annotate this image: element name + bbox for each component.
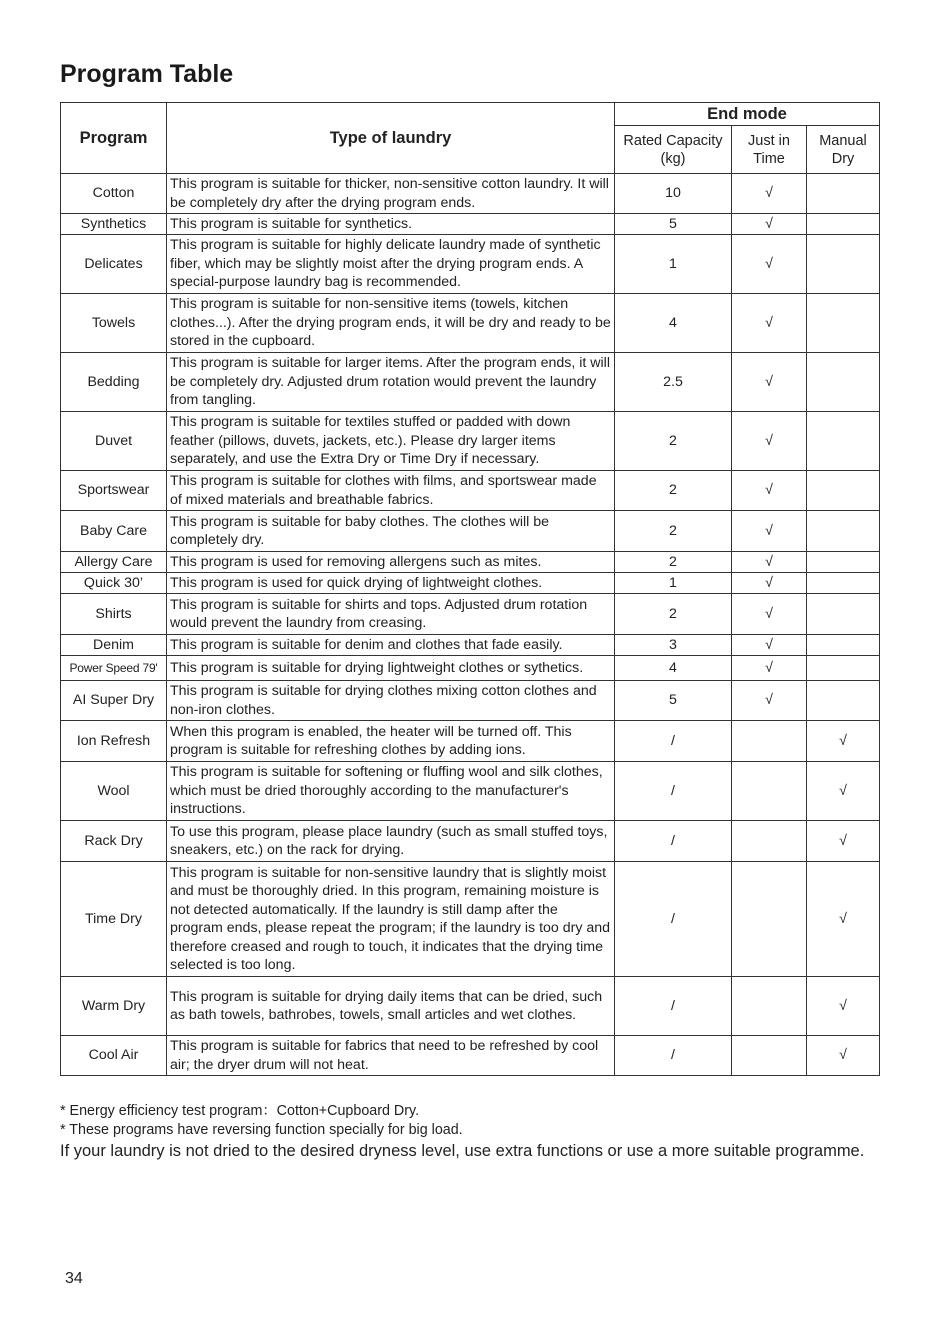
rated-capacity-value: 5 (615, 214, 732, 235)
just-in-time-mark: √ (732, 235, 807, 294)
program-name: Denim (61, 635, 167, 656)
just-in-time-mark: √ (732, 681, 807, 721)
manual-dry-mark (807, 681, 880, 721)
manual-dry-mark (807, 294, 880, 353)
table-row (61, 681, 880, 721)
just-in-time-mark: √ (732, 552, 807, 573)
program-description: This program is used for removing allergens such as mites. (167, 552, 615, 573)
table-row (61, 977, 880, 1036)
program-name: Rack Dry (61, 821, 167, 862)
header-manual-dry: Manual Dry (807, 126, 880, 174)
table-row (61, 721, 880, 762)
table-row (61, 294, 880, 353)
just-in-time-mark: √ (732, 594, 807, 635)
table-row (61, 1036, 880, 1076)
program-description: This program is suitable for clothes with films, and sportswear made of mixed materials and breathable fabrics. (167, 471, 615, 511)
manual-dry-mark (807, 353, 880, 412)
just-in-time-mark (732, 862, 807, 977)
page-number: 34 (65, 1270, 83, 1287)
program-description: This program is suitable for non-sensitive laundry that is slightly moist and must be thoroughly dried. In this program, remaining moisture is not detected automatically. If the laundry is still damp after the program ends, please repeat the program; if the laundry is too dry and therefore creased and rough to touch, it indicates that the drying time selected is too long. (167, 862, 615, 977)
program-name: Cotton (61, 174, 167, 214)
rated-capacity-value: 2.5 (615, 353, 732, 412)
program-description: This program is used for quick drying of lightweight clothes. (167, 573, 615, 594)
table-row (61, 762, 880, 821)
table-row (61, 552, 880, 573)
manual-dry-mark (807, 511, 880, 552)
program-description: This program is suitable for non-sensitive items (towels, kitchen clothes...). After the drying program ends, it will be dry and ready to be stored in the cupboard. (167, 294, 615, 353)
just-in-time-mark: √ (732, 214, 807, 235)
manual-dry-mark (807, 174, 880, 214)
rated-capacity-value: 4 (615, 294, 732, 353)
program-name: AI Super Dry (61, 681, 167, 721)
rated-capacity-value: 1 (615, 235, 732, 294)
header-rated-capacity: Rated Capacity (kg) (615, 126, 732, 174)
table-row (61, 573, 880, 594)
just-in-time-mark: √ (732, 471, 807, 511)
manual-dry-mark (807, 573, 880, 594)
program-description: To use this program, please place laundry (such as small stuffed toys, sneakers, etc.) on the rack for drying. (167, 821, 615, 862)
just-in-time-mark: √ (732, 294, 807, 353)
program-description: This program is suitable for drying clothes mixing cotton clothes and non-iron clothes. (167, 681, 615, 721)
table-row (61, 353, 880, 412)
just-in-time-mark: √ (732, 511, 807, 552)
program-description: When this program is enabled, the heater will be turned off. This program is suitable for refreshing clothes by adding ions. (167, 721, 615, 762)
program-name: Power Speed 79' (61, 656, 167, 681)
rated-capacity-value: 3 (615, 635, 732, 656)
just-in-time-mark (732, 977, 807, 1036)
table-row (61, 214, 880, 235)
header-type-of-laundry: Type of laundry (167, 103, 615, 174)
program-name: Synthetics (61, 214, 167, 235)
rated-capacity-value: 2 (615, 552, 732, 573)
program-description: This program is suitable for larger items. After the program ends, it will be completely dry. Adjusted drum rotation would prevent the laundry from tangling. (167, 353, 615, 412)
program-description: This program is suitable for shirts and tops. Adjusted drum rotation would prevent the laundry from creasing. (167, 594, 615, 635)
program-description: This program is suitable for drying lightweight clothes or sythetics. (167, 656, 615, 681)
rated-capacity-value: / (615, 1036, 732, 1076)
rated-capacity-value: 2 (615, 594, 732, 635)
rated-capacity-value: / (615, 977, 732, 1036)
manual-dry-mark (807, 552, 880, 573)
rated-capacity-value: 2 (615, 511, 732, 552)
program-name: Bedding (61, 353, 167, 412)
just-in-time-mark: √ (732, 353, 807, 412)
just-in-time-mark: √ (732, 412, 807, 471)
manual-dry-mark: √ (807, 1036, 880, 1076)
program-name: Warm Dry (61, 977, 167, 1036)
just-in-time-mark: √ (732, 656, 807, 681)
rated-capacity-value: 4 (615, 656, 732, 681)
table-row (61, 174, 880, 214)
dryness-note: If your laundry is not dried to the desired dryness level, use extra functions or use a more suitable programme. (60, 1142, 865, 1160)
table-row (61, 594, 880, 635)
rated-capacity-value: 5 (615, 681, 732, 721)
footnotes (60, 1102, 880, 1162)
just-in-time-mark (732, 821, 807, 862)
manual-dry-mark (807, 635, 880, 656)
program-description: This program is suitable for highly delicate laundry made of synthetic fiber, which may be slightly moist after the drying program ends. A special-purpose laundry bag is recommended. (167, 235, 615, 294)
manual-dry-mark: √ (807, 862, 880, 977)
program-table (60, 102, 880, 1076)
program-description: This program is suitable for softening or fluffing wool and silk clothes, which must be dried thoroughly according to the manufacturer's instructions. (167, 762, 615, 821)
program-name: Duvet (61, 412, 167, 471)
program-name: Quick 30’ (61, 573, 167, 594)
program-description: This program is suitable for denim and clothes that fade easily. (167, 635, 615, 656)
rated-capacity-value: 10 (615, 174, 732, 214)
program-description: This program is suitable for thicker, non-sensitive cotton laundry. It will be completely dry after the drying program ends. (167, 174, 615, 214)
rated-capacity-value: 2 (615, 412, 732, 471)
manual-dry-mark: √ (807, 762, 880, 821)
manual-dry-mark: √ (807, 977, 880, 1036)
program-name: Ion Refresh (61, 721, 167, 762)
program-description: This program is suitable for synthetics. (167, 214, 615, 235)
table-row (61, 471, 880, 511)
table-row (61, 862, 880, 977)
just-in-time-mark (732, 721, 807, 762)
header-program: Program (61, 103, 167, 174)
manual-dry-mark (807, 235, 880, 294)
table-row (61, 412, 880, 471)
rated-capacity-value: 1 (615, 573, 732, 594)
table-row (61, 821, 880, 862)
program-name: Allergy Care (61, 552, 167, 573)
program-name: Cool Air (61, 1036, 167, 1076)
program-description: This program is suitable for fabrics that need to be refreshed by cool air; the dryer drum will not heat. (167, 1036, 615, 1076)
manual-dry-mark: √ (807, 721, 880, 762)
just-in-time-mark: √ (732, 174, 807, 214)
program-name: Sportswear (61, 471, 167, 511)
manual-dry-mark (807, 594, 880, 635)
program-description: This program is suitable for drying daily items that can be dried, such as bath towels, bathrobes, towels, small articles and wet clothes. (167, 977, 615, 1036)
program-name: Time Dry (61, 862, 167, 977)
just-in-time-mark (732, 762, 807, 821)
page-title: Program Table (60, 60, 234, 88)
program-name: Wool (61, 762, 167, 821)
rated-capacity-value: / (615, 862, 732, 977)
energy-efficiency-note: * Energy efficiency test program：Cotton+Cupboard Dry. (60, 1103, 420, 1119)
rated-capacity-value: / (615, 721, 732, 762)
rated-capacity-value: / (615, 762, 732, 821)
table-row (61, 635, 880, 656)
just-in-time-mark (732, 1036, 807, 1076)
manual-dry-mark (807, 214, 880, 235)
program-name: Shirts (61, 594, 167, 635)
manual-dry-mark (807, 412, 880, 471)
manual-dry-mark (807, 656, 880, 681)
rated-capacity-value: / (615, 821, 732, 862)
header-end-mode: End mode (615, 103, 880, 126)
table-row (61, 656, 880, 681)
header-just-in-time: Just in Time (732, 126, 807, 174)
reversing-function-note: * These programs have reversing function specially for big load. (60, 1122, 463, 1138)
just-in-time-mark: √ (732, 573, 807, 594)
program-name: Towels (61, 294, 167, 353)
program-description: This program is suitable for textiles stuffed or padded with down feather (pillows, duvets, jackets, etc.). Please dry larger items separately, and use the Extra Dry or Time Dry if necessary. (167, 412, 615, 471)
manual-dry-mark: √ (807, 821, 880, 862)
just-in-time-mark: √ (732, 635, 807, 656)
table-row (61, 235, 880, 294)
rated-capacity-value: 2 (615, 471, 732, 511)
program-name: Baby Care (61, 511, 167, 552)
program-name: Delicates (61, 235, 167, 294)
manual-dry-mark (807, 471, 880, 511)
program-description: This program is suitable for baby clothes. The clothes will be completely dry. (167, 511, 615, 552)
table-row (61, 511, 880, 552)
